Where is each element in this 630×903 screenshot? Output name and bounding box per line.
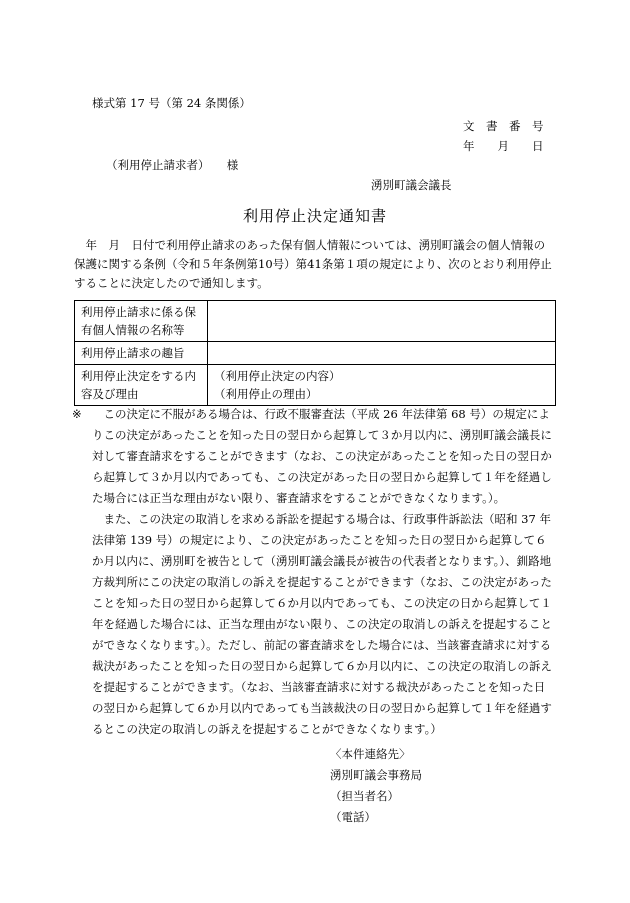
decision-reason-label: （利用停止の理由）: [214, 387, 318, 401]
table-row: [75, 365, 556, 406]
table-row: [75, 342, 556, 365]
intro-paragraph: 年 月 日付で利用停止請求のあった保有個人情報については、湧別町議会の個人情報の保護に関する条例（令和５年条例第10号）第41条第１項の規定により、次のとおり利用停止することに決定したので通知します。: [74, 238, 552, 290]
decision-table: [74, 300, 556, 406]
table-row: [75, 301, 556, 342]
table-value-info-name: [208, 301, 556, 342]
table-label-info-name: 利用停止請求に係る保有個人情報の名称等: [75, 301, 208, 342]
note-mark: ※: [72, 407, 82, 421]
table-value-decision: [208, 365, 556, 406]
issuer-name: 湧別町議会議長: [371, 178, 452, 192]
decision-content-label: （利用停止決定の内容）: [214, 369, 341, 383]
date-label: 年 月 日: [463, 139, 544, 153]
contact-block: [330, 744, 422, 828]
contact-phone: （電話）: [330, 810, 376, 824]
appeal-notice: [72, 404, 556, 740]
contact-person: （担当者名）: [330, 789, 399, 803]
table-label-decision: 利用停止決定をする内容及び理由: [75, 365, 208, 406]
note-paragraph-lawsuit: また、この決定の取消しを求める訴訟を提起する場合は、行政事件訴訟法（昭和 37 年法律第 139 号）の規定により、この決定があったことを知った日の翌日から起算して６か月以内に、湧別町を被告として（湧別町議会議長が被告の代表者となります。）、釧路地方裁判所にこの決定の取消しの訴えを提起することができます（なお、この決定があったことを知った日の翌日から起算して６か月以内であっても、この決定の日から起算して１年を経過した場合には、正当な理由がない限り、この決定の取消しの訴えを提起することができなくなります。）。ただし、前記の審査請求をした場合には、当該審査請求に対する裁決があったことを知った日の翌日から起算して６か月以内に、この決定の取消しの訴えを提起することができます。（なお、当該審査請求に対する裁決があったことを知った日の翌日から起算して６か月以内であっても当該裁決の日の翌日から起算して１年を経過するとこの決定の取消しの訴えを提起することができなくなります。）: [92, 512, 552, 736]
note-paragraph-review: この決定に不服がある場合は、行政不服審査法（平成 26 年法律第 68 号）の規定によりこの決定があったことを知った日の翌日から起算して３か月以内に、湧別町議会議長に対して審査請求をすることができます（なお、この決定があったことを知った日の翌日から起算して３か月以内であっても、この決定があった日の翌日から起算して１年を経過した場合には正当な理由がない限り、審査請求をすることができなくなります。）。: [92, 407, 552, 505]
contact-heading: 〈本件連絡先〉: [330, 747, 411, 761]
form-number: 様式第 17 号（第 24 条関係）: [92, 96, 251, 110]
table-value-request-purpose: [208, 342, 556, 365]
contact-office: 湧別町議会事務局: [330, 768, 422, 782]
table-label-request-purpose: 利用停止請求の趣旨: [75, 342, 208, 365]
document-number-label: 文 書 番 号: [463, 119, 544, 133]
document-title: 利用停止決定通知書: [242, 207, 387, 225]
requester-address: （利用停止請求者） 様: [106, 158, 239, 172]
